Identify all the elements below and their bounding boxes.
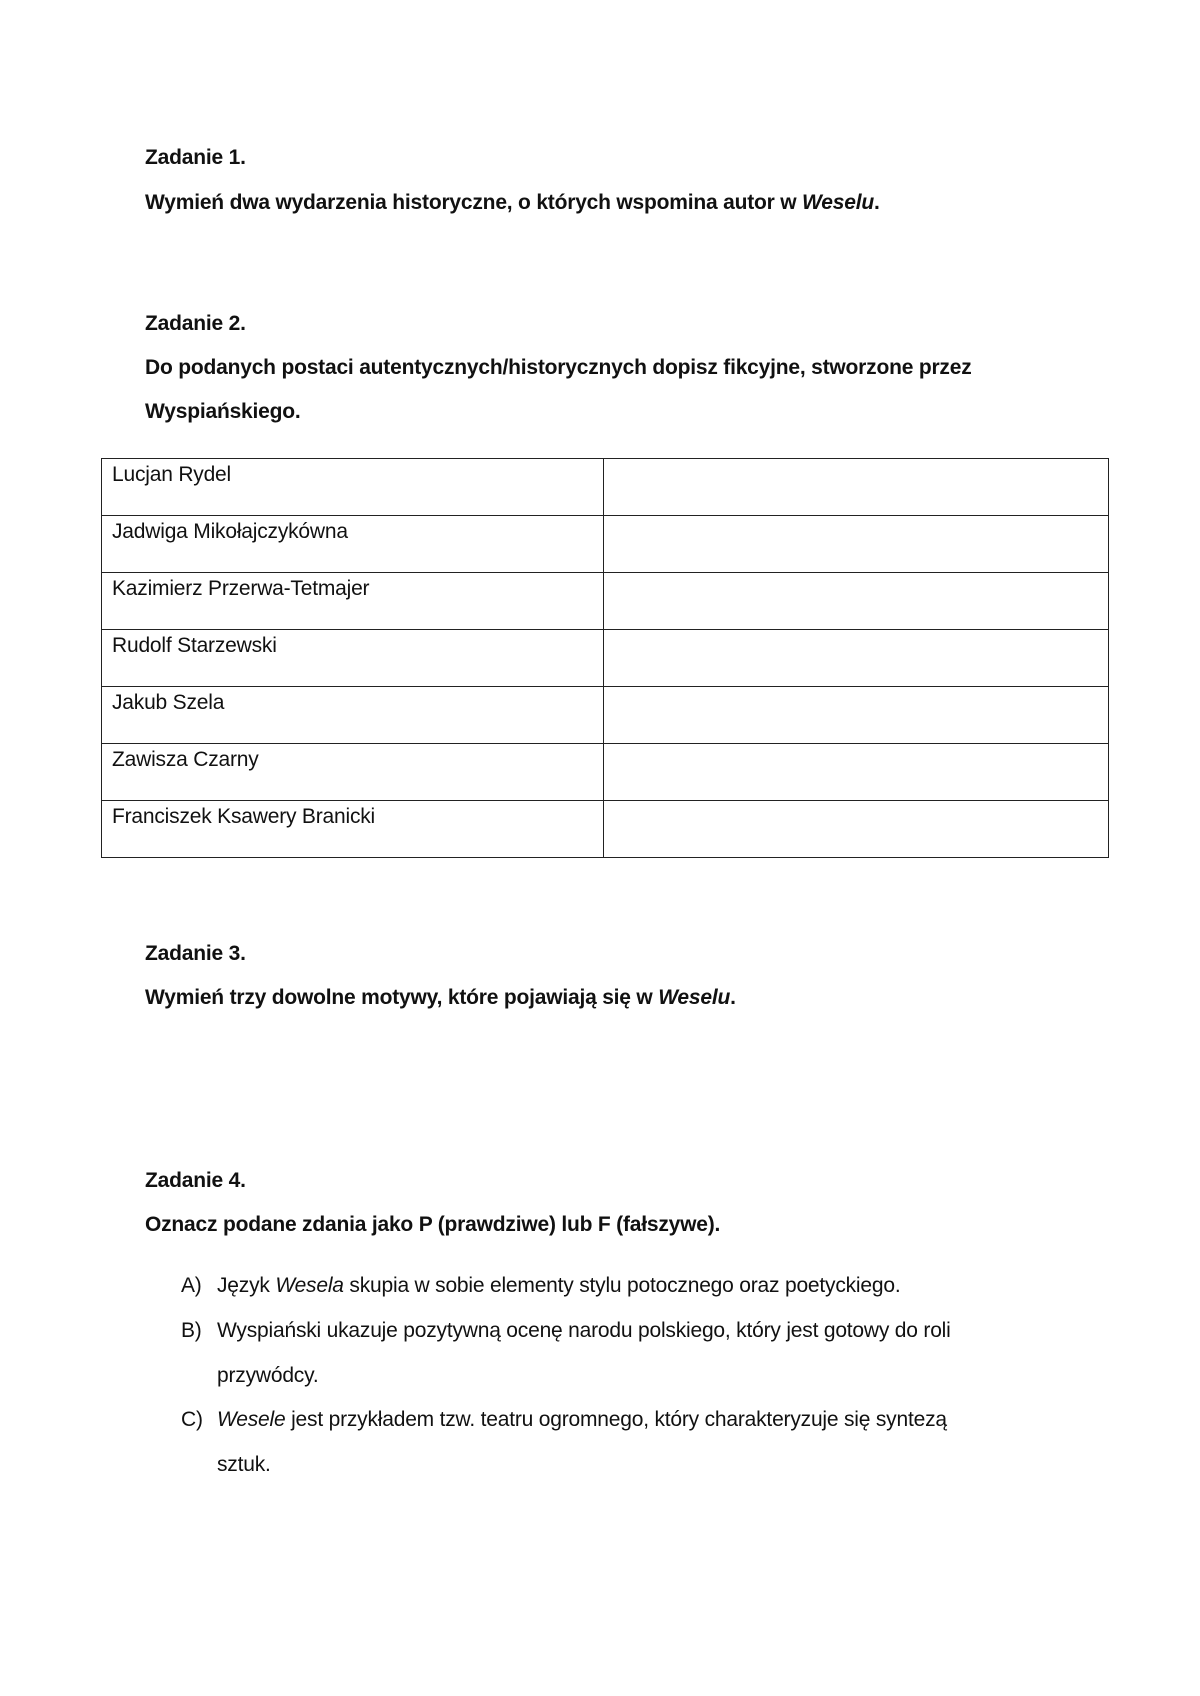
task3-prompt-italic: Weselu [658,986,731,1009]
option-c-line2: sztuk. [217,1453,271,1476]
task3-prompt [145,986,736,1010]
option-a-text [217,1274,900,1298]
fictional-answer-cell[interactable] [604,630,1109,687]
characters-table [101,458,1109,858]
option-c-text [217,1408,947,1432]
option-b-text [217,1319,951,1343]
fictional-answer-cell[interactable] [604,516,1109,573]
historical-name-cell: Jadwiga Mikołajczykówna [102,516,604,573]
option-c-letter: C) [181,1408,203,1431]
table-row [102,573,1109,630]
task3-prompt-text: Wymień trzy dowolne motywy, które pojawiają się w [145,986,659,1009]
table-row [102,516,1109,573]
table-row [102,744,1109,801]
option-c-text-end: jest przykładem tzw. teatru ogromnego, który charakteryzuje się syntezą [285,1408,947,1431]
option-b-text-start: Wyspiański ukazuje pozytywną ocenę narodu polskiego, który jest gotowy do roli [217,1319,951,1342]
option-c-italic: Wesele [217,1408,286,1431]
option-a-italic: Wesela [275,1274,344,1297]
historical-name-cell: Franciszek Ksawery Branicki [102,801,604,858]
task3-prompt-end: . [730,986,736,1009]
option-b-letter: B) [181,1319,202,1342]
task1-prompt-italic: Weselu [802,191,874,214]
fictional-answer-cell[interactable] [604,744,1109,801]
option-b-line2: przywódcy. [217,1364,319,1387]
task1-prompt-text: Wymień dwa wydarzenia historyczne, o których wspomina autor w [145,191,803,214]
fictional-answer-cell[interactable] [604,687,1109,744]
task2-title: Zadanie 2. [145,312,246,335]
task1-prompt-end: . [874,191,880,214]
historical-name-cell: Kazimierz Przerwa-Tetmajer [102,573,604,630]
historical-name-cell: Zawisza Czarny [102,744,604,801]
task2-prompt-line1: Do podanych postaci autentycznych/historycznych dopisz fikcyjne, stworzone przez [145,356,972,379]
table-row [102,801,1109,858]
table-row [102,459,1109,516]
historical-name-cell: Lucjan Rydel [102,459,604,516]
task1-prompt [145,191,880,215]
task3-title: Zadanie 3. [145,942,246,965]
fictional-answer-cell[interactable] [604,801,1109,858]
option-a-text-start: Język [217,1274,276,1297]
option-a-letter: A) [181,1274,202,1297]
table-row [102,687,1109,744]
task4-prompt: Oznacz podane zdania jako P (prawdziwe) lub F (fałszywe). [145,1213,721,1236]
fictional-answer-cell[interactable] [604,573,1109,630]
historical-name-cell: Jakub Szela [102,687,604,744]
task1-title: Zadanie 1. [145,146,246,169]
task2-prompt-line2: Wyspiańskiego. [145,400,301,423]
fictional-answer-cell[interactable] [604,459,1109,516]
table-row [102,630,1109,687]
task4-title: Zadanie 4. [145,1169,246,1192]
option-a-text-end: skupia w sobie elementy stylu potocznego oraz poetyckiego. [343,1274,901,1297]
historical-name-cell: Rudolf Starzewski [102,630,604,687]
